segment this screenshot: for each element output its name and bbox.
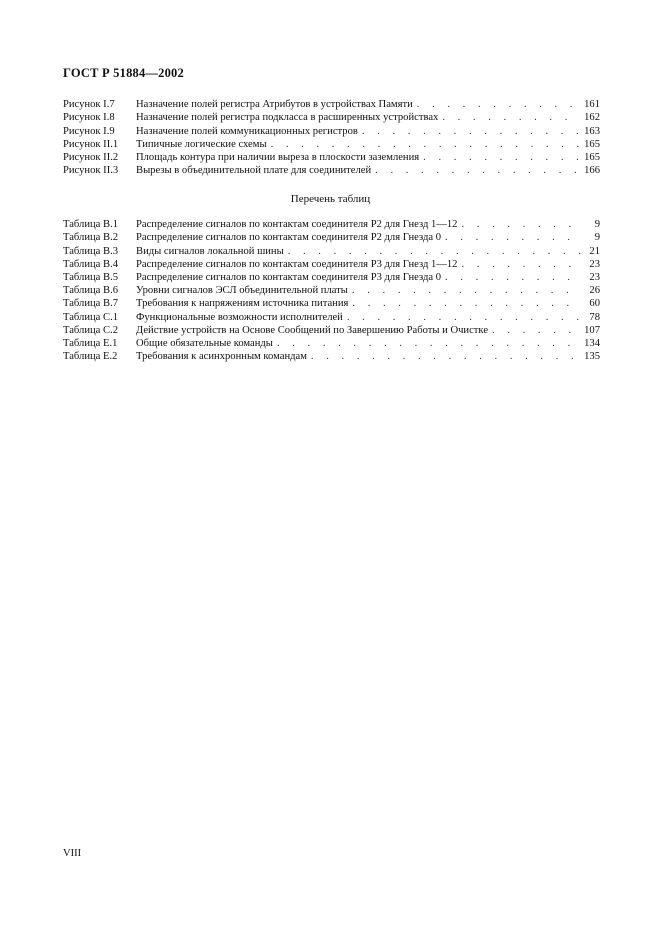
figure-page: 163 — [584, 125, 600, 137]
table-title: Распределение сигналов по контактам соединителя P3 для Гнезд 1—12 — [136, 258, 458, 270]
table-entry — [63, 284, 600, 297]
table-page: 134 — [584, 337, 600, 349]
dot-leader — [461, 218, 582, 231]
table-entry — [63, 350, 600, 363]
table-page: 60 — [589, 298, 600, 310]
table-title: Распределение сигналов по контактам соединителя P3 для Гнезда 0 — [136, 271, 441, 283]
figure-title: Назначение полей регистра Атрибутов в устройствах Памяти — [136, 99, 413, 111]
figure-title: Типичные логические схемы — [136, 138, 267, 150]
figure-page: 165 — [584, 151, 600, 163]
table-number: Таблица B.7 — [63, 298, 119, 310]
dot-leader — [288, 245, 582, 258]
table-page: 21 — [589, 245, 600, 257]
figure-number: Рисунок II.2 — [63, 151, 119, 163]
dot-leader — [352, 297, 582, 310]
table-page: 26 — [589, 285, 600, 297]
figure-entry — [63, 138, 600, 151]
figure-number: Рисунок I.7 — [63, 99, 115, 111]
table-number: Таблица E.2 — [63, 351, 118, 363]
table-page: 23 — [589, 258, 600, 270]
figure-title: Площадь контура при наличии выреза в плоскости заземления — [136, 151, 420, 163]
table-page: 9 — [594, 232, 600, 244]
table-title: Распределение сигналов по контактам соединителя P2 для Гнезд 1—12 — [136, 219, 458, 231]
figure-entry — [63, 164, 600, 177]
dot-leader — [311, 350, 580, 363]
figure-number: Рисунок II.1 — [63, 138, 119, 150]
table-entry — [63, 310, 600, 323]
table-entry — [63, 324, 600, 337]
figure-title: Вырезы в объединительной плате для соединителей — [136, 165, 372, 177]
figure-number: Рисунок I.8 — [63, 112, 115, 124]
table-number: Таблица B.3 — [63, 245, 119, 257]
dot-leader — [445, 231, 582, 244]
table-number: Таблица B.6 — [63, 285, 119, 297]
dot-leader — [347, 311, 582, 324]
table-title: Действие устройств на Основе Сообщений по Завершению Работы и Очистке — [136, 324, 489, 336]
dot-leader — [375, 164, 580, 177]
table-number: Таблица E.1 — [63, 337, 118, 349]
table-title: Общие обязательные команды — [136, 337, 273, 349]
figure-entry — [63, 98, 600, 111]
tables-section-title: Перечень таблиц — [290, 193, 371, 205]
tables-list — [63, 218, 600, 363]
dot-leader — [442, 111, 580, 124]
table-page: 23 — [589, 271, 600, 283]
figure-page: 165 — [584, 138, 600, 150]
dot-leader — [277, 337, 580, 350]
table-entry — [63, 258, 600, 271]
table-page: 9 — [594, 219, 600, 231]
figure-entry — [63, 151, 600, 164]
dot-leader — [423, 151, 580, 164]
figure-number: Рисунок I.9 — [63, 125, 115, 137]
figure-page: 162 — [584, 112, 600, 124]
table-entry — [63, 297, 600, 310]
table-title: Распределение сигналов по контактам соединителя P2 для Гнезда 0 — [136, 232, 441, 244]
dot-leader — [445, 271, 582, 284]
table-entry — [63, 231, 600, 244]
figure-page: 166 — [584, 165, 600, 177]
table-title: Требования к асинхронным командам — [136, 351, 307, 363]
dot-leader — [352, 284, 582, 297]
table-entry — [63, 218, 600, 231]
table-entry — [63, 337, 600, 350]
table-page: 107 — [584, 324, 600, 336]
dot-leader — [461, 258, 582, 271]
figure-title: Назначение полей регистра подкласса в расширенных устройствах — [136, 112, 439, 124]
table-number: Таблица B.4 — [63, 258, 119, 270]
table-title: Виды сигналов локальной шины — [136, 245, 284, 257]
table-page: 78 — [589, 311, 600, 323]
table-number: Таблица B.2 — [63, 232, 119, 244]
page-number: VIII — [63, 848, 82, 859]
dot-leader — [417, 98, 580, 111]
dot-leader — [362, 125, 580, 138]
table-entry — [63, 271, 600, 284]
figures-list — [63, 98, 600, 177]
figure-entry — [63, 124, 600, 137]
dot-leader — [492, 324, 580, 337]
table-entry — [63, 244, 600, 257]
table-number: Таблица B.5 — [63, 271, 119, 283]
table-page: 135 — [584, 351, 600, 363]
table-number: Таблица C.1 — [63, 311, 119, 323]
figure-number: Рисунок II.3 — [63, 165, 119, 177]
table-title: Функциональные возможности исполнителей — [136, 311, 343, 323]
table-title: Требования к напряжениям источника питания — [136, 298, 349, 310]
figure-page: 161 — [584, 99, 600, 111]
table-number: Таблица C.2 — [63, 324, 119, 336]
figure-title: Назначение полей коммуникационных регистров — [136, 125, 358, 137]
table-number: Таблица B.1 — [63, 219, 119, 231]
figure-entry — [63, 111, 600, 124]
standard-header: ГОСТ Р 51884—2002 — [63, 66, 184, 80]
dot-leader — [271, 138, 581, 151]
table-title: Уровни сигналов ЭСЛ объединительной платы — [136, 285, 348, 297]
